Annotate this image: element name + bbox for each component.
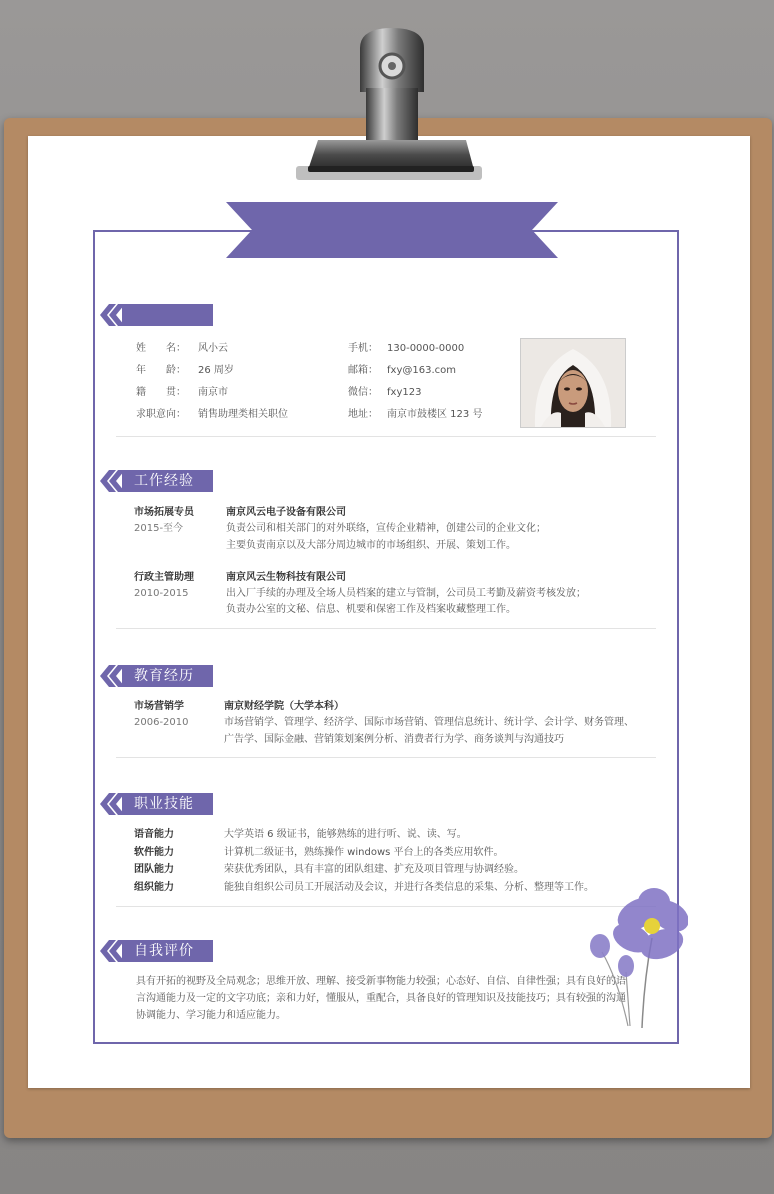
address-value: 南京市鼓楼区 123 号: [387, 409, 483, 420]
objective-label: 求职意向：: [136, 409, 186, 420]
self-eval-line-1: 具有开拓的视野及全局观念；思维开放、理解、接受新事物能力较强；心态好、自信、自律性强；具有良好的语: [136, 976, 626, 987]
hometown-label: 籍 贯：: [136, 387, 186, 398]
email-label: 邮箱：: [348, 365, 378, 376]
education-line-2: 广告学、国际金融、营销策划案例分析、消费者行为学、商务谈判与沟通技巧: [224, 734, 564, 745]
self-eval-line-2: 言沟通能力及一定的文字功底；亲和力好，懂服从，重配合，具备良好的管理知识及技能技巧；具有较强的沟通: [136, 993, 626, 1004]
portrait-image: [521, 339, 625, 427]
skill-1-name: 语音能力: [134, 829, 174, 840]
skill-1-desc: 大学英语 6 级证书，能够熟练的进行听、说、读、写。: [224, 829, 467, 840]
profile-header-bar: [122, 304, 213, 326]
work-2-line-1: 出入厂手续的办理及全场人员档案的建立与管制，公司员工考勤及薪资考核发放；: [226, 588, 586, 599]
self-eval-line-3: 协调能力、学习能力和适应能力。: [136, 1010, 286, 1021]
flower-decoration: [578, 880, 688, 1030]
divider: [116, 757, 656, 758]
wechat-label: 微信：: [348, 387, 378, 398]
work-2-role: 行政主管助理: [134, 572, 194, 583]
work-1-company: 南京风云电子设备有限公司: [226, 507, 346, 518]
address-label: 地址：: [348, 409, 378, 420]
hometown-value: 南京市: [198, 387, 228, 398]
self-eval-title: 自我评价: [122, 940, 213, 962]
work-2-line-2: 负责办公室的文秘、信息、机要和保密工作及档案收藏整理工作。: [226, 604, 516, 615]
education-period: 2006-2010: [134, 717, 189, 728]
work-1-line-1: 负责公司和相关部门的对外联络，宣传企业精神，创建公司的企业文化；: [226, 523, 546, 534]
name-label: 姓 名：: [136, 343, 186, 354]
binder-clip-icon: [0, 0, 774, 200]
wechat-value: fxy123: [387, 387, 422, 398]
work-2-period: 2010-2015: [134, 588, 189, 599]
name-value: 风小云: [198, 343, 228, 354]
work-1-line-2: 主要负责南京以及大部分周边城市的市场组织、开展、策划工作。: [226, 540, 516, 551]
education-line-1: 市场营销学、管理学、经济学、国际市场营销、管理信息统计、统计学、会计学、财务管理、: [224, 717, 634, 728]
title-ribbon: [226, 202, 558, 258]
age-label: 年 龄：: [136, 365, 186, 376]
skill-4-desc: 能独自组织公司员工开展活动及会议，并进行各类信息的采集、分析、整理等工作。: [224, 882, 594, 893]
skills-title: 职业技能: [122, 793, 213, 815]
email-value: fxy@163.com: [387, 365, 456, 376]
skill-3-desc: 荣获优秀团队，具有丰富的团队组建、扩充及项目管理与协调经验。: [224, 864, 524, 875]
work-1-period: 2015-至今: [134, 523, 184, 534]
divider: [116, 906, 656, 907]
divider: [116, 436, 656, 437]
work-title: 工作经验: [122, 470, 213, 492]
avatar: [520, 338, 626, 428]
education-title: 教育经历: [122, 665, 213, 687]
skill-2-name: 软件能力: [134, 847, 174, 858]
skill-3-name: 团队能力: [134, 864, 174, 875]
phone-label: 手机：: [348, 343, 378, 354]
divider: [116, 628, 656, 629]
age-value: 26 周岁: [198, 365, 234, 376]
skill-2-desc: 计算机二级证书，熟练操作 windows 平台上的各类应用软件。: [224, 847, 504, 858]
education-school: 南京财经学院（大学本科）: [224, 701, 344, 712]
education-major: 市场营销学: [134, 701, 184, 712]
work-1-role: 市场拓展专员: [134, 507, 194, 518]
phone-value: 130-0000-0000: [387, 343, 465, 354]
work-2-company: 南京风云生物科技有限公司: [226, 572, 346, 583]
skill-4-name: 组织能力: [134, 882, 174, 893]
objective-value: 销售助理类相关职位: [198, 409, 288, 420]
